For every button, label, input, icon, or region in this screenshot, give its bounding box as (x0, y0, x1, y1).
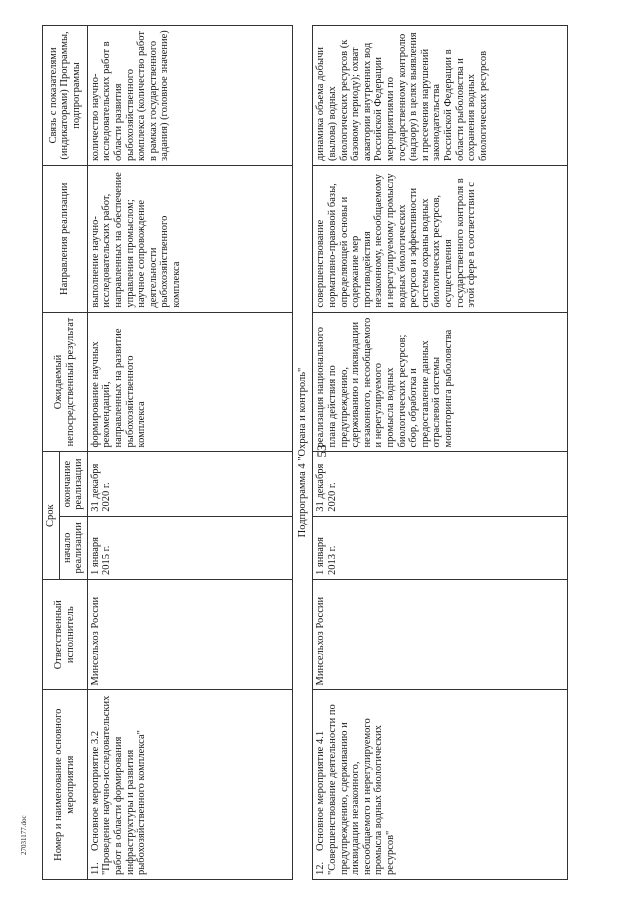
header-result: Ожидаемый непосредственный результат (43, 312, 88, 452)
header-start: начало реализации (59, 516, 87, 579)
events-table (42, 25, 568, 880)
row-number: 12. (315, 861, 327, 875)
rotated-table-container (42, 25, 635, 880)
cell-result: формирование научных рекомендаций, направленных на развитие рыбохозяйственного комплекса (87, 312, 292, 452)
cell-indicators: количество научно-исследовательских работ в области развития рыбохозяйственного комплекса (количество работ в рамках государственного задания) (головное значение) (87, 26, 292, 166)
cell-start: 1 января 2013 г. (313, 516, 568, 579)
header-row (43, 26, 60, 880)
cell-end: 31 декабря 2020 г. (313, 452, 568, 516)
header-end: окончание реализации (59, 452, 87, 516)
document-code: 27031177.doc (20, 815, 28, 855)
cell-end: 31 декабря 2020 г. (87, 452, 292, 516)
cell-directions: выполнение научно-исследовательских работ, направленных на обеспечение управления промыслом; научное сопровождение деятельности рыбохозяйственного комплекса (87, 165, 292, 312)
header-executor: Ответственный исполнитель (43, 579, 88, 690)
cell-directions: совершенствование нормативно-правовой базы, определяющей основы и содержание мер противодействия незаконному, несообщаемому и нерегулируемому промыслу водных биологических ресурсов и эффективности системы охраны водных биологических ресурсов, осуществления государственного контроля в этой сфере в соответствии с (313, 165, 568, 312)
cell-result: реализация национального плана действия по предупреждению, сдерживанию и ликвидации незаконного, несообщаемого и нерегулируемого промысла водных биологических ресурсов; сбор, обработка и предоставление данных отраслевой системы мониторинга рыболовства (313, 312, 568, 452)
row-title: Основное мероприятие 3.2 "Проведение научно-исследовательских работ в области формирования инфраструктуры и развития рыбохозяйственного комплекса" (89, 695, 148, 875)
cell-name (313, 690, 568, 880)
header-directions: Направления реализации (43, 165, 88, 312)
table-row (87, 26, 292, 880)
header-indicators: Связь с показателями (индикаторами) Программы, подпрограммы (43, 26, 88, 166)
row-title: Основное мероприятие 4.1 "Совершенствование деятельности по предупреждению, сдерживанию и ликвидации незаконного, несообщаемого и нерегулируемого промысла водных биологических ресурсов" (315, 704, 396, 875)
row-number: 11. (89, 862, 101, 875)
subprogram-title: Подпрограмма 4 "Охрана и контроль" (292, 26, 313, 880)
cell-executor: Минсельхоз России (313, 579, 568, 690)
cell-name (87, 690, 292, 880)
header-number-name: Номер и наименование основного мероприятия (43, 690, 88, 880)
header-term: Срок (43, 452, 60, 579)
cell-executor: Минсельхоз России (87, 579, 292, 690)
table-row (313, 26, 568, 880)
page-number: 53 (314, 444, 329, 458)
cell-start: 1 января 2015 г. (87, 516, 292, 579)
subprogram-row (292, 26, 313, 880)
cell-indicators: динамика объема добычи (вылова) водных биологических ресурсов (к базовому периоду); охват акватории внутренних вод Российской Федерации мероприятиями по государственному контролю (надзору) в целях выявления и пресечения нарушений законодательства Российской Федерации в области рыболовства и сохранения водных биологических ресурсов (313, 26, 568, 166)
